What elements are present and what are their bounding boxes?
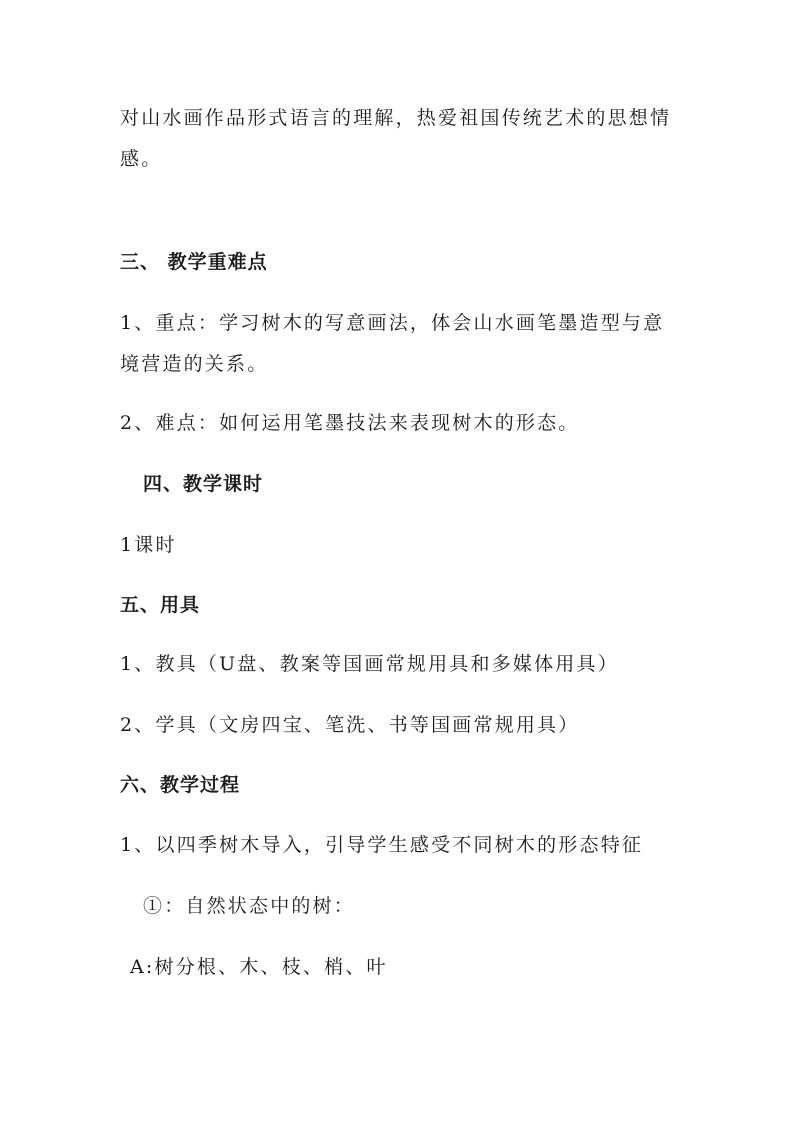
intro-line-2: 感。: [120, 148, 163, 170]
process-substep-1: ①：自然状态中的树：: [143, 895, 356, 917]
key-point-line-2: 境营造的关系。: [120, 353, 269, 375]
class-hours-value: 1课时: [120, 534, 177, 556]
section-heading-tools: 五、用具: [120, 594, 201, 616]
section-heading-class-hours: 四、教学课时: [143, 473, 264, 495]
teaching-tools: 1、教具（U盘、教案等国画常规用具和多媒体用具）: [120, 653, 619, 675]
key-point-line-1: 1、重点：学习树木的写意画法，体会山水画笔墨造型与意: [120, 312, 665, 334]
intro-line-1: 对山水画作品形式语言的理解，热爱祖国传统艺术的思想情: [120, 107, 672, 129]
difficulty-point: 2、难点：如何运用笔墨技法来表现树木的形态。: [120, 412, 580, 434]
process-step-1: 1、以四季树木导入，引导学生感受不同树木的形态特征: [120, 834, 644, 856]
section-heading-key-points: 三、 教学重难点: [120, 251, 268, 273]
section-heading-process: 六、教学过程: [120, 774, 241, 796]
learning-tools: 2、学具（文房四宝、笔洗、书等国画常规用具）: [120, 714, 580, 736]
process-substep-1a: A:树分根、木、枝、梢、叶: [130, 956, 388, 978]
